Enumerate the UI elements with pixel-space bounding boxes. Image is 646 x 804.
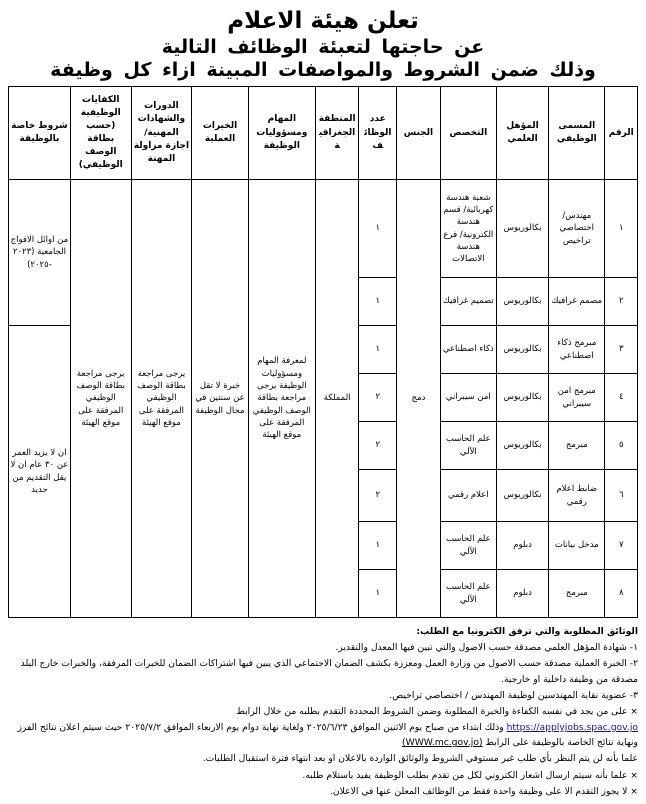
bullet-marker: × xyxy=(630,769,638,781)
col-header-number: الرقم xyxy=(605,87,638,180)
title-block xyxy=(8,8,638,82)
col-header-gender: الجنس xyxy=(397,87,440,180)
col-header-duties: المهام ومسؤوليات الوظيفة xyxy=(248,87,315,180)
cell-special-bottom: ان لا يزيد العمر عن ٣٠ عام ان لا يقل التقديم من جديد xyxy=(9,326,71,618)
col-header-region: المنطقة الجغرافية xyxy=(315,87,358,180)
jobs-table xyxy=(8,86,638,618)
cell-qualification: بكالوريوس xyxy=(497,470,549,522)
cell-major: علم الحاسب الآلي xyxy=(440,522,496,570)
col-header-major: التخصص xyxy=(440,87,496,180)
note-bullet-3: علما بأنه لن يتم النظر بأي طلب غير مستوفي الشروط والوثائق الواردة بالاعلان او بعد انتهاء فترة استقبال الطلبات. xyxy=(202,753,638,765)
cell-number: ١ xyxy=(605,180,638,278)
col-header-competencies: الكفايات الوظيفية (حسب بطاقة الوصف الوظيفي) xyxy=(70,87,131,180)
cell-title: مبرمج xyxy=(549,570,605,618)
note-bullet-4 xyxy=(8,768,638,783)
cell-count: ١ xyxy=(359,278,397,326)
cell-count: ١ xyxy=(359,522,397,570)
cell-qualification: بكالوريوس xyxy=(497,422,549,470)
cell-count: ١ xyxy=(359,326,397,374)
cell-title: مبرمج امن سيبراني xyxy=(549,374,605,422)
table-row xyxy=(9,180,638,278)
col-header-title: المسمى الوظيفي xyxy=(549,87,605,180)
table-header-row xyxy=(9,87,638,180)
cell-title: مبرمج xyxy=(549,422,605,470)
cell-title: مبرمج ذكاء اصطناعي xyxy=(549,326,605,374)
cell-competencies-merged: يرجى مراجعة بطاقة الوصف الوظيفي المرفقة على موقع الهيئة xyxy=(70,180,131,618)
cell-major: اعلام رقمي xyxy=(440,470,496,522)
cell-qualification: بكالوريوس xyxy=(497,278,549,326)
cell-qualification: بكالوريوس xyxy=(497,326,549,374)
apply-link[interactable]: https://applyjobs.spac.gov.jo xyxy=(506,722,638,734)
cell-qualification: دبلوم xyxy=(497,570,549,618)
note-bullet-5-text: لا يجوز التقدم الا على وظيفة واحدة فقط من الوظائف المعلن عنها في الاعلان. xyxy=(329,785,628,797)
cell-major: علم الحاسب الآلي xyxy=(440,570,496,618)
col-header-qualification: المؤهل العلمي xyxy=(497,87,549,180)
cell-duties-merged: لمعرفة المهام ومسؤوليات الوظيفة يرجى مراجعة بطاقة الوصف الوظيفي المرفقة على موقع الهيئة xyxy=(248,180,315,618)
cell-count: ١ xyxy=(359,180,397,278)
ministry-site-link[interactable]: (WWW.mc.gov.jo) xyxy=(402,737,483,749)
cell-number: ٤ xyxy=(605,374,638,422)
cell-count: ٢ xyxy=(359,470,397,522)
subtitle-line-1: عن حاجتها لتعبئة الوظائف التالية xyxy=(161,36,485,59)
cell-number: ٧ xyxy=(605,522,638,570)
cell-title: ضابط اعلام رقمي xyxy=(549,470,605,522)
cell-count: ٢ xyxy=(359,374,397,422)
cell-major: ذكاء اصطناعي xyxy=(440,326,496,374)
cell-qualification: بكالوريوس xyxy=(497,180,549,278)
note-item-1: ١- شهادة المؤهل العلمي مصدقة حسب الاصول والتي تبين فيها المعدل والتقدير. xyxy=(335,642,638,654)
note-item-2: ٢- الخبرة العملية مصدقة حسب الاصول من وزارة العمل ومعززة بكشف الضمان الاجتماعي الذي يبين فيها اشتراكات الضمان للخبرات المرفقة، والخبرات خارج البلد مصدقة من وظيفة داخلية او خارجية. xyxy=(20,658,638,685)
cell-qualification: بكالوريوس xyxy=(497,374,549,422)
subtitle-line-2: وذلك ضمن الشروط والمواصفات المبينة ازاء كل وظيفة xyxy=(50,59,596,82)
col-header-special-conditions: شروط خاصة بالوظيفة xyxy=(9,87,71,180)
cell-title: مدخل بيانات xyxy=(549,522,605,570)
note-bullet-4-text: علما بأنه سيتم ارسال اشعار الكتروني لكل من تقدم بطلب الوظيفة يفيد باستلام طلبه. xyxy=(302,769,628,781)
bullet-marker: × xyxy=(630,785,638,797)
note-bullet-2 xyxy=(8,720,638,750)
col-header-experience: الخبرات العملية xyxy=(192,87,248,180)
notes-heading: الوثائق المطلوبة والتي ترفق الكترونيا مع الطلب: xyxy=(416,626,638,638)
cell-count: ٢ xyxy=(359,422,397,470)
cell-special-top: من اوائل الافواج الجامعية (٢٠٢٣ -٢٠٢٥) xyxy=(9,180,71,326)
note-bullet-1 xyxy=(8,704,638,719)
col-header-courses: الدورات والشهادات المهنية/ اجازة مزاولة المهنة xyxy=(131,87,192,180)
cell-major: علم الحاسب الآلي xyxy=(440,422,496,470)
bullet-marker: × xyxy=(630,705,638,717)
cell-major: شعبة هندسة كهربائية/ قسم هندسة الكترونية/ فرع هندسة الاتصالات xyxy=(440,180,496,278)
cell-region-merged: المملكة xyxy=(315,180,358,618)
cell-courses-merged: يرجى مراجعة بطاقة الوصف الوظيفي المرفقة على موقع الهيئة xyxy=(131,180,192,618)
note-bullet-5 xyxy=(8,784,638,799)
col-header-count: عدد الوظائف xyxy=(359,87,397,180)
cell-number: ٨ xyxy=(605,570,638,618)
cell-number: ٥ xyxy=(605,422,638,470)
cell-title: مصمم غرافيك xyxy=(549,278,605,326)
cell-experience-merged: خبرة لا تقل عن سنتين في مجال الوظيفة xyxy=(192,180,248,618)
note-bullet-1-text: على من يجد في نفسه الكفاءة والخبرة المطلوبة وضمن الشروط المحددة التقدم بطلبه من خلال الرابط xyxy=(236,705,628,717)
cell-title: مهندس/ اختصاصي تراخيص xyxy=(549,180,605,278)
cell-number: ٢ xyxy=(605,278,638,326)
notes-section xyxy=(8,624,638,799)
page-title: تعلن هيئة الاعلام xyxy=(227,8,419,34)
cell-major: تصميم غرافيك xyxy=(440,278,496,326)
note-item-3: ٣- عضوية نقابة المهندسين لوظيفة المهندس / اختصاصي تراخيص. xyxy=(389,689,638,701)
cell-number: ٦ xyxy=(605,470,638,522)
cell-number: ٣ xyxy=(605,326,638,374)
cell-gender-merged: دمج xyxy=(397,180,440,618)
cell-major: امن سيبراني xyxy=(440,374,496,422)
cell-count: ١ xyxy=(359,570,397,618)
cell-qualification: دبلوم xyxy=(497,522,549,570)
note-bullet-2-text: وذلك ابتداء من صباح يوم الاثنين الموافق ٢٠٢٥/٦/٢٣ ولغاية نهاية دوام يوم الاربعاء الموافق ٢٠٢٥/٧/٢ حيث سيتم اعلان نتائج الفرز ونهاية نتائج الخاصة بالوظيفة على الرابط xyxy=(17,722,638,749)
